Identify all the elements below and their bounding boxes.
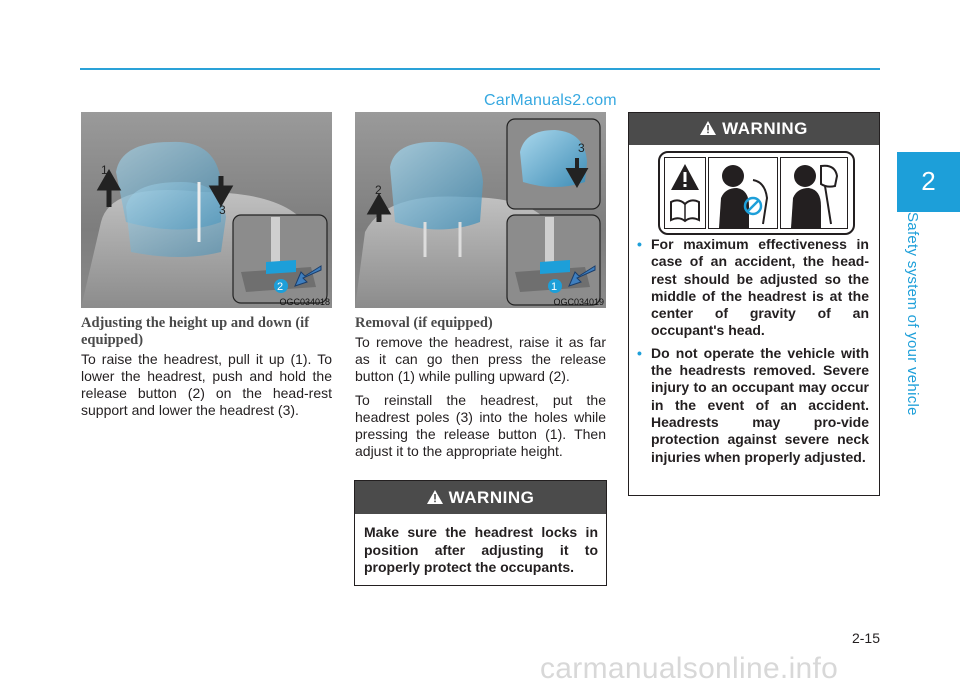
manual-warning-icon [664,157,706,229]
callout-3: 3 [219,203,226,217]
warning-bullet-list [631,236,869,471]
section-heading: Removal (if equipped) [355,315,493,331]
warning-header [629,113,879,145]
watermark-top: CarManuals2.com [484,92,617,109]
headrest-removed-icon [708,157,778,229]
warning-bullet: • Do not operate the vehicle with the headrests removed. Severe injury to an occupant may occur in the event of an accident. Headrests may pro-vide protection against severe neck injuries when properly adjusted. [637,344,869,465]
callout-2: 2 [277,281,284,293]
header-rule [80,68,880,70]
figure-code: OGC034018 [279,297,330,307]
chapter-side-title [900,212,922,416]
warning-box-large [628,112,880,496]
safety-pictogram-strip [658,151,855,235]
page-number: 2-15 [851,630,880,646]
warning-box-small [354,480,607,586]
watermark-bottom: carmanualsonline.info [540,652,839,685]
figure-adjust-height [81,112,332,308]
figure-removal [355,112,606,308]
chapter-title: Safety system of your vehicle [904,212,921,416]
body-paragraph: To remove the headrest, raise it as far as it can go then press the release button (1) while pulling upward (2). [355,334,606,384]
bullet-dot: • [637,236,642,252]
bullet-dot: • [637,344,642,361]
warning-text: Make sure the headrest locks in position after adjusting it to properly protect the occupants. [364,524,598,575]
callout-1: 1 [551,281,558,293]
warning-title: WARNING [448,488,535,507]
chapter-tab [897,152,960,212]
headrest-removal-illustration [355,112,606,308]
warning-header [355,481,606,514]
warning-triangle-icon [427,482,443,515]
callout-3: 3 [578,141,585,155]
headrest-correct-icon [780,157,848,229]
callout-1: 1 [101,163,108,177]
figure-code: OGC034019 [553,297,604,307]
chapter-number: 2 [921,166,936,196]
headrest-adjust-illustration [81,112,332,308]
callout-2: 2 [375,183,382,197]
section-heading: Adjusting the height up and down (if equipped) [81,315,310,348]
warning-title: WARNING [722,119,808,138]
warning-bullet: • For maximum effectiveness in case of an accident, the head-rest should be adjusted so the middle of the headrest is at the center of gravity of an occupant's head. [637,236,869,339]
body-paragraph: To reinstall the headrest, put the headrest poles (3) into the holes while pressing the release button (1). Then adjust it to the appropriate height. [355,392,606,459]
warning-triangle-icon [700,114,716,146]
body-paragraph: To raise the headrest, pull it up (1). To lower the headrest, push and hold the release button (2) on the head-rest support and lower the headrest (3). [81,351,332,418]
